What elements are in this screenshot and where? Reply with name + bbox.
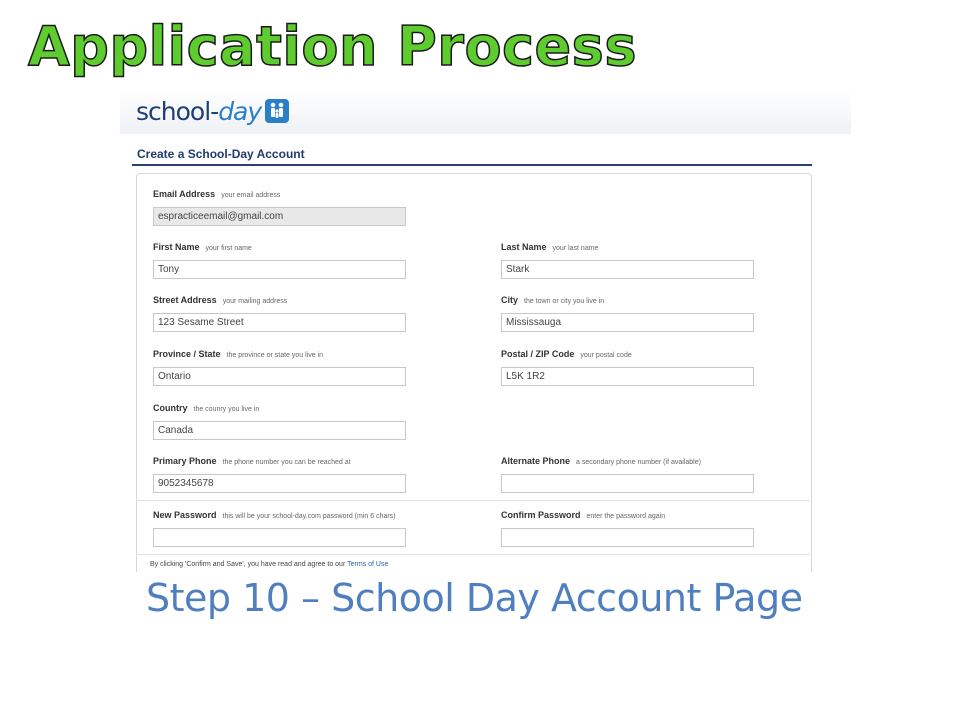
email-field <box>153 188 406 226</box>
city-input[interactable]: Mississauga <box>501 313 754 332</box>
alternate-phone-label: Alternate Phone a secondary phone number (if available) <box>501 456 701 466</box>
country-label: Country the counry you live in <box>153 403 260 413</box>
primary-phone-label: Primary Phone the phone number you can be reached at <box>153 456 351 466</box>
password-section-divider <box>136 500 810 501</box>
screenshot-frame <box>120 90 851 572</box>
confirm-password-label: Confirm Password enter the password again <box>501 510 666 520</box>
email-label: Email Address your email address <box>153 189 281 199</box>
last-name-label: Last Name your last name <box>501 242 599 252</box>
province-label: Province / State the province or state you live in <box>153 349 324 359</box>
confirm-password-input[interactable] <box>501 528 754 547</box>
slide-caption: Step 10 – School Day Account Page <box>146 576 803 620</box>
city-field <box>501 294 754 332</box>
terms-divider <box>136 554 810 555</box>
city-label: City the town or city you live in <box>501 295 605 305</box>
country-field <box>153 402 406 440</box>
primary-phone-input[interactable]: 9052345678 <box>153 474 406 493</box>
first-name-field <box>153 241 406 279</box>
primary-phone-field <box>153 455 406 493</box>
postal-code-input[interactable]: L5K 1R2 <box>501 367 754 386</box>
site-header <box>120 90 851 134</box>
first-name-input[interactable]: Tony <box>153 260 406 279</box>
first-name-label: First Name your first name <box>153 242 252 252</box>
last-name-field <box>501 241 754 279</box>
country-input[interactable]: Canada <box>153 421 406 440</box>
slide-title: Application Process <box>28 15 637 78</box>
street-address-field <box>153 294 406 332</box>
street-address-label: Street Address your mailing address <box>153 295 288 305</box>
postal-code-label: Postal / ZIP Code your postal code <box>501 349 632 359</box>
alternate-phone-input[interactable] <box>501 474 754 493</box>
logo-text: school-day <box>136 96 262 126</box>
form-title-divider <box>132 164 812 166</box>
terms-notice: By clicking 'Confirm and Save', you have read and agree to our Terms of Use <box>150 561 389 568</box>
new-password-label: New Password this will be your school-day.com password (min 6 chars) <box>153 510 396 520</box>
confirm-password-field <box>501 509 754 547</box>
school-day-logo[interactable] <box>136 94 289 128</box>
email-input[interactable]: espracticeemail@gmail.com <box>153 207 406 226</box>
province-field <box>153 348 406 386</box>
terms-of-use-link[interactable]: Terms of Use <box>347 561 389 568</box>
province-input[interactable]: Ontario <box>153 367 406 386</box>
form-title: Create a School-Day Account <box>137 147 305 161</box>
alternate-phone-field <box>501 455 754 493</box>
street-address-input[interactable]: 123 Sesame Street <box>153 313 406 332</box>
new-password-input[interactable] <box>153 528 406 547</box>
new-password-field <box>153 509 406 547</box>
last-name-input[interactable]: Stark <box>501 260 754 279</box>
postal-code-field <box>501 348 754 386</box>
family-icon <box>265 99 289 123</box>
